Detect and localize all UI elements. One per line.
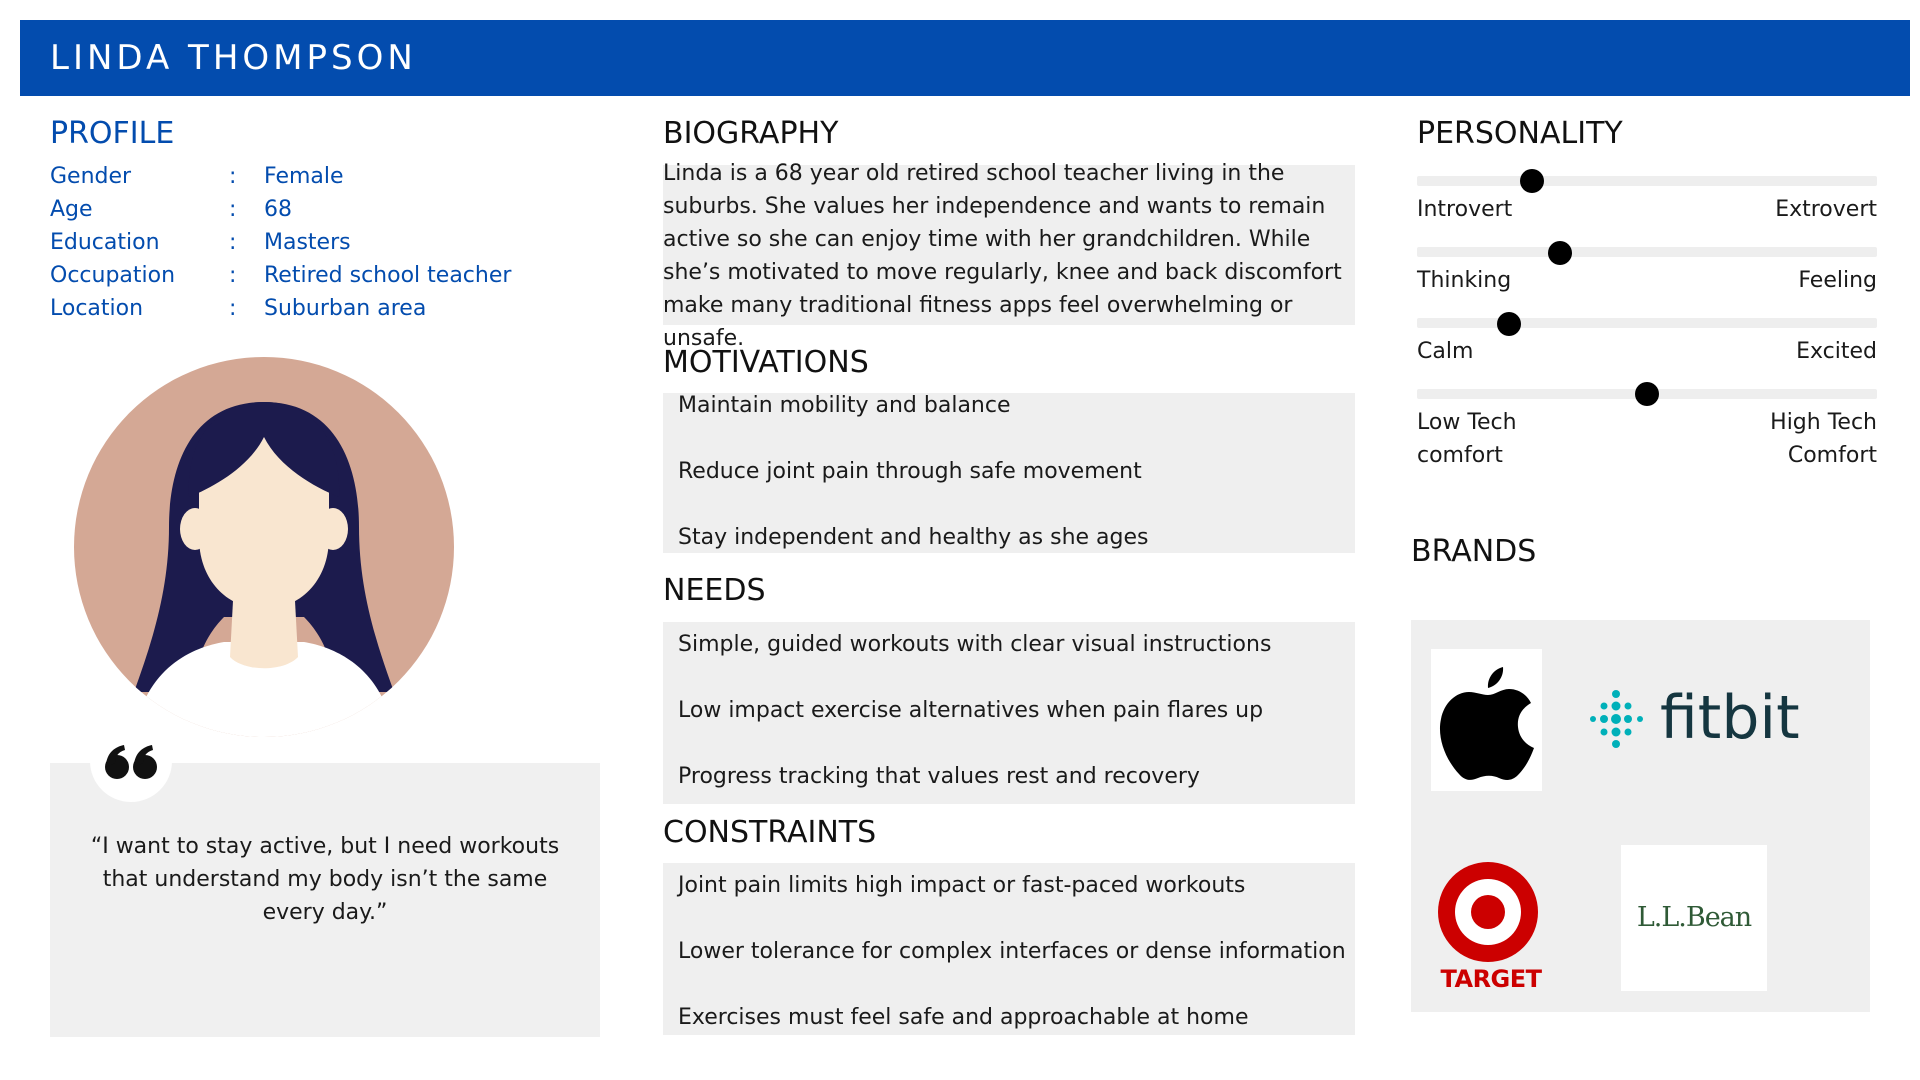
profile-row-location bbox=[50, 292, 610, 325]
fitbit-wordmark: fitbit bbox=[1660, 683, 1800, 753]
trait-slider-knob bbox=[1548, 241, 1572, 265]
target-wordmark: TARGET bbox=[1440, 965, 1542, 993]
profile-value: Retired school teacher bbox=[264, 263, 512, 288]
profile-value: Suburban area bbox=[264, 296, 427, 321]
quote-mark-icon bbox=[90, 720, 172, 802]
trait-right-label: Extrovert bbox=[1775, 197, 1877, 222]
constraint-item: Exercises must feel safe and approachable at home bbox=[678, 1005, 1249, 1030]
trait-left-label: comfort bbox=[1417, 443, 1503, 468]
constraints-heading: CONSTRAINTS bbox=[663, 815, 877, 850]
personality-heading: PERSONALITY bbox=[1417, 116, 1623, 151]
profile-label: Occupation bbox=[50, 263, 176, 288]
profile-row-gender bbox=[50, 160, 610, 193]
profile-heading: PROFILE bbox=[50, 116, 175, 151]
profile-label: Education bbox=[50, 230, 160, 255]
avatar-illustration bbox=[74, 357, 454, 737]
profile-separator: : bbox=[229, 230, 237, 255]
trait-right-label: Comfort bbox=[1787, 443, 1877, 468]
apple-logo-icon bbox=[1431, 649, 1542, 791]
needs-heading: NEEDS bbox=[663, 573, 766, 608]
profile-label: Location bbox=[50, 296, 144, 321]
motivation-item: Maintain mobility and balance bbox=[678, 393, 1011, 418]
trait-slider-knob bbox=[1635, 382, 1659, 406]
profile-value: Masters bbox=[264, 230, 351, 255]
trait-right-label: High Tech bbox=[1770, 410, 1877, 435]
trait-right-label: Excited bbox=[1796, 339, 1877, 364]
trait-right-label: Feeling bbox=[1798, 268, 1877, 293]
need-item: Low impact exercise alternatives when pain flares up bbox=[678, 698, 1264, 723]
trait-slider-introvert-extrovert bbox=[1417, 176, 1877, 186]
profile-value: 68 bbox=[264, 197, 292, 222]
trait-slider-knob bbox=[1520, 169, 1544, 193]
trait-slider-calm-excited bbox=[1417, 318, 1877, 328]
profile-row-education bbox=[50, 226, 610, 259]
trait-left-label: Thinking bbox=[1417, 268, 1512, 293]
trait-slider-knob bbox=[1497, 312, 1521, 336]
target-logo-icon bbox=[1436, 860, 1540, 964]
motivation-item: Reduce joint pain through safe movement bbox=[678, 459, 1142, 484]
llbean-wordmark: L.L.Bean bbox=[1636, 902, 1752, 933]
constraint-item: Lower tolerance for complex interfaces or dense information bbox=[678, 939, 1346, 964]
constraint-item: Joint pain limits high impact or fast-paced workouts bbox=[678, 873, 1246, 898]
trait-left-label: Calm bbox=[1417, 339, 1474, 364]
need-item: Simple, guided workouts with clear visual instructions bbox=[678, 632, 1272, 657]
biography-heading: BIOGRAPHY bbox=[663, 116, 839, 151]
brands-heading: BRANDS bbox=[1411, 534, 1537, 569]
trait-left-label: Introvert bbox=[1417, 197, 1513, 222]
profile-separator: : bbox=[229, 197, 237, 222]
trait-slider-thinking-feeling bbox=[1417, 247, 1877, 257]
motivation-item: Stay independent and healthy as she ages bbox=[678, 525, 1149, 550]
profile-row-age bbox=[50, 193, 610, 226]
motivations-heading: MOTIVATIONS bbox=[663, 345, 869, 380]
persona-name: LINDA THOMPSON bbox=[50, 38, 417, 78]
profile-row-occupation bbox=[50, 259, 610, 292]
biography-text: Linda is a 68 year old retired school teacher living in the suburbs. She values her independence and wants to remain active so she can enjoy time with her grandchildren. While she’s motivated to move regularly, knee and back discomfort make many traditional fitness apps feel overwhelming or unsafe. bbox=[663, 161, 1342, 351]
profile-label: Gender bbox=[50, 164, 132, 189]
need-item: Progress tracking that values rest and recovery bbox=[678, 764, 1200, 789]
quote-text: “I want to stay active, but I need workouts that understand my body isn’t the same every day.” bbox=[90, 834, 560, 925]
fitbit-logo-icon bbox=[1585, 688, 1647, 750]
profile-label: Age bbox=[50, 197, 93, 222]
profile-separator: : bbox=[229, 263, 237, 288]
trait-left-label: Low Tech bbox=[1417, 410, 1517, 435]
profile-separator: : bbox=[229, 164, 237, 189]
profile-value: Female bbox=[264, 164, 344, 189]
profile-separator: : bbox=[229, 296, 237, 321]
